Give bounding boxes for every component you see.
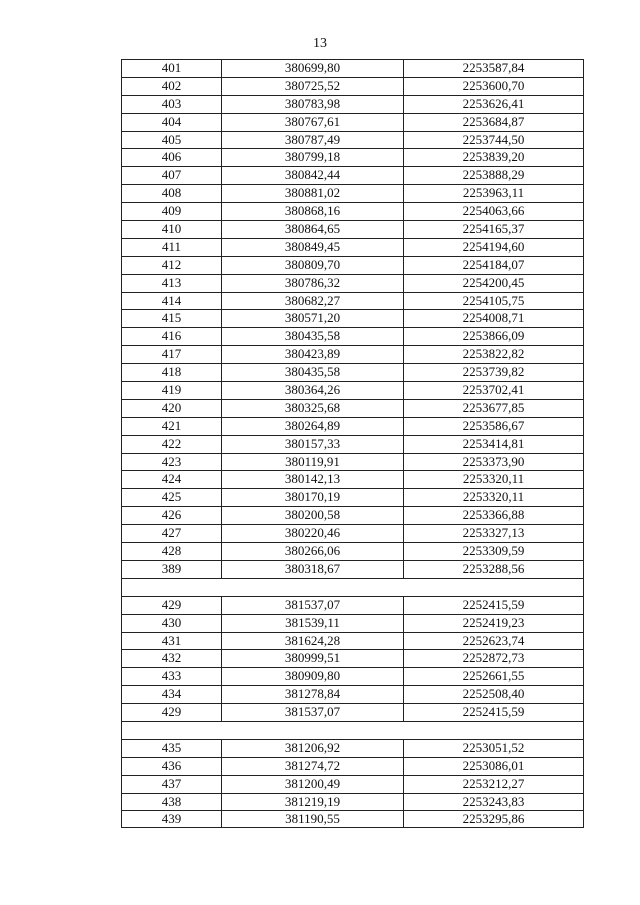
y-coordinate-cell: 2253739,82 [462,364,525,380]
y-coordinate-cell: 2253212,27 [462,775,525,791]
x-coordinate-cell: 380435,58 [222,364,404,381]
table-row [121,506,584,524]
table-row [121,435,584,453]
y-coordinate-cell: 2252508,40 [462,686,525,702]
point-number-cell: 412 [122,257,222,274]
y-coordinate-cell: 2253366,88 [462,507,525,523]
point-number-cell: 429 [122,704,222,721]
point-number-cell: 426 [122,507,222,524]
x-coordinate-cell: 380999,51 [222,650,404,667]
y-coordinate-cell: 2254008,71 [462,310,525,326]
point-number-cell: 438 [122,794,222,811]
y-coordinate-cell: 2253320,11 [462,471,525,487]
x-coordinate-cell: 381219,19 [222,794,404,811]
x-coordinate-cell: 380266,06 [222,543,404,560]
table-row [121,345,584,363]
x-coordinate-cell: 380264,89 [222,418,404,435]
x-coordinate-cell: 380423,89 [222,346,404,363]
point-number-cell: 420 [122,400,222,417]
x-coordinate-cell: 381206,92 [222,740,404,757]
point-number-cell: 403 [122,96,222,113]
table-row [121,184,584,202]
table-row [121,632,584,650]
y-coordinate-cell: 2252415,59 [462,596,525,612]
x-coordinate-cell: 380849,45 [222,239,404,256]
point-number-cell: 418 [122,364,222,381]
x-coordinate-cell: 381537,07 [222,597,404,614]
x-coordinate-cell: 380364,26 [222,382,404,399]
point-number-cell: 433 [122,668,222,685]
x-coordinate-cell: 380909,80 [222,668,404,685]
x-coordinate-cell: 380318,67 [222,561,404,578]
y-coordinate-cell: 2253320,11 [462,489,525,505]
x-coordinate-cell: 380787,49 [222,132,404,149]
table-row [121,470,584,488]
table-row [121,685,584,703]
table-row [121,166,584,184]
point-number-cell: 411 [122,239,222,256]
point-number-cell: 405 [122,132,222,149]
table-row [121,131,584,149]
point-number-cell: 416 [122,328,222,345]
x-coordinate-cell: 380571,20 [222,310,404,327]
x-coordinate-cell: 380200,58 [222,507,404,524]
y-coordinate-cell: 2253309,59 [462,543,525,559]
x-coordinate-cell: 380881,02 [222,185,404,202]
y-coordinate-cell: 2252661,55 [462,668,525,684]
x-coordinate-cell: 380864,65 [222,221,404,238]
x-coordinate-cell: 380767,61 [222,114,404,131]
table-row [121,417,584,435]
x-coordinate-cell: 380325,68 [222,400,404,417]
table-row [121,810,584,828]
y-coordinate-cell: 2254200,45 [462,274,525,290]
point-number-cell: 435 [122,740,222,757]
y-coordinate-cell: 2253051,52 [462,739,525,755]
x-coordinate-cell: 380783,98 [222,96,404,113]
x-coordinate-cell: 381537,07 [222,704,404,721]
table-row [121,309,584,327]
x-coordinate-cell: 380809,70 [222,257,404,274]
x-coordinate-cell: 381200,49 [222,776,404,793]
y-coordinate-cell: 2253822,82 [462,346,525,362]
point-number-cell: 402 [122,78,222,95]
y-coordinate-cell: 2253888,29 [462,167,525,183]
y-coordinate-cell: 2252419,23 [462,614,525,630]
table-row [121,524,584,542]
table-row [121,220,584,238]
point-number-cell: 389 [122,561,222,578]
table-row [121,614,584,632]
point-number-cell: 428 [122,543,222,560]
table-row [121,256,584,274]
point-number-cell: 434 [122,686,222,703]
table-row [121,739,584,757]
point-number-cell: 439 [122,811,222,827]
y-coordinate-cell: 2254194,60 [462,238,525,254]
y-coordinate-cell: 2253586,67 [462,417,525,433]
table-row [121,703,584,721]
y-coordinate-cell: 2254105,75 [462,292,525,308]
table-row [121,596,584,614]
table-row [121,399,584,417]
point-number-cell: 429 [122,597,222,614]
x-coordinate-cell: 381274,72 [222,758,404,775]
x-coordinate-cell: 380142,13 [222,471,404,488]
x-coordinate-cell: 381190,55 [222,811,404,827]
point-number-cell: 430 [122,615,222,632]
table-row [121,148,584,166]
point-number-cell: 422 [122,436,222,453]
x-coordinate-cell: 381624,28 [222,633,404,650]
y-coordinate-cell: 2254063,66 [462,203,525,219]
point-number-cell: 404 [122,114,222,131]
x-coordinate-cell: 380119,91 [222,454,404,471]
y-coordinate-cell: 2253684,87 [462,113,525,129]
table-row [121,59,584,77]
table-row [121,327,584,345]
point-number-cell: 423 [122,454,222,471]
x-coordinate-cell: 380799,18 [222,149,404,166]
point-number-cell: 425 [122,489,222,506]
x-coordinate-cell: 380435,58 [222,328,404,345]
point-number-cell: 407 [122,167,222,184]
y-coordinate-cell: 2253744,50 [462,131,525,147]
y-coordinate-cell: 2253086,01 [462,757,525,773]
point-number-cell: 415 [122,310,222,327]
y-coordinate-cell: 2253288,56 [462,560,525,576]
x-coordinate-cell: 380786,32 [222,275,404,292]
table-row [121,363,584,381]
point-number-cell: 436 [122,758,222,775]
group-separator-row [121,578,584,596]
point-number-cell: 409 [122,203,222,220]
point-number-cell: 424 [122,471,222,488]
table-row [121,560,584,578]
y-coordinate-cell: 2254165,37 [462,221,525,237]
table-row [121,238,584,256]
x-coordinate-cell: 380842,44 [222,167,404,184]
y-coordinate-cell: 2253702,41 [462,382,525,398]
point-number-cell: 437 [122,776,222,793]
x-coordinate-cell: 380170,19 [222,489,404,506]
point-number-cell: 408 [122,185,222,202]
x-coordinate-cell: 380868,16 [222,203,404,220]
point-number-cell: 401 [122,60,222,77]
y-coordinate-cell: 2253626,41 [462,95,525,111]
x-coordinate-cell: 380699,80 [222,60,404,77]
point-number-cell: 414 [122,293,222,310]
y-coordinate-cell: 2253866,09 [462,328,525,344]
y-coordinate-cell: 2253373,90 [462,453,525,469]
y-coordinate-cell: 2253963,11 [462,185,525,201]
table-row [121,649,584,667]
table-row [121,453,584,471]
y-coordinate-cell: 2252872,73 [462,650,525,666]
page-number: 13 [313,36,327,51]
table-row [121,667,584,685]
x-coordinate-cell: 381278,84 [222,686,404,703]
y-coordinate-cell: 2253677,85 [462,399,525,415]
y-coordinate-cell: 2253327,13 [462,525,525,541]
x-coordinate-cell: 380220,46 [222,525,404,542]
table-row [121,488,584,506]
table-row [121,274,584,292]
y-coordinate-cell: 2253243,83 [462,793,525,809]
point-number-cell: 432 [122,650,222,667]
point-number-cell: 431 [122,633,222,650]
point-number-cell: 406 [122,149,222,166]
y-coordinate-cell: 2252415,59 [462,704,525,720]
y-coordinate-cell: 2253295,86 [462,811,525,827]
table-row [121,757,584,775]
coordinates-table [121,59,584,828]
table-row [121,95,584,113]
y-coordinate-cell: 2253414,81 [462,435,525,451]
table-row [121,77,584,95]
point-number-cell: 413 [122,275,222,292]
point-number-cell: 421 [122,418,222,435]
x-coordinate-cell: 380157,33 [222,436,404,453]
table-row [121,542,584,560]
y-coordinate-cell: 2253600,70 [462,77,525,93]
table-row [121,202,584,220]
x-coordinate-cell: 381539,11 [222,615,404,632]
y-coordinate-cell: 2253587,84 [462,60,525,75]
y-coordinate-cell: 2254184,07 [462,256,525,272]
table-row [121,775,584,793]
y-coordinate-cell: 2252623,74 [462,632,525,648]
point-number-cell: 419 [122,382,222,399]
point-number-cell: 417 [122,346,222,363]
table-row [121,381,584,399]
x-coordinate-cell: 380725,52 [222,78,404,95]
x-coordinate-cell: 380682,27 [222,293,404,310]
group-separator-row [121,721,584,739]
table-row [121,292,584,310]
table-row [121,113,584,131]
point-number-cell: 410 [122,221,222,238]
y-coordinate-cell: 2253839,20 [462,149,525,165]
table-row [121,793,584,811]
point-number-cell: 427 [122,525,222,542]
